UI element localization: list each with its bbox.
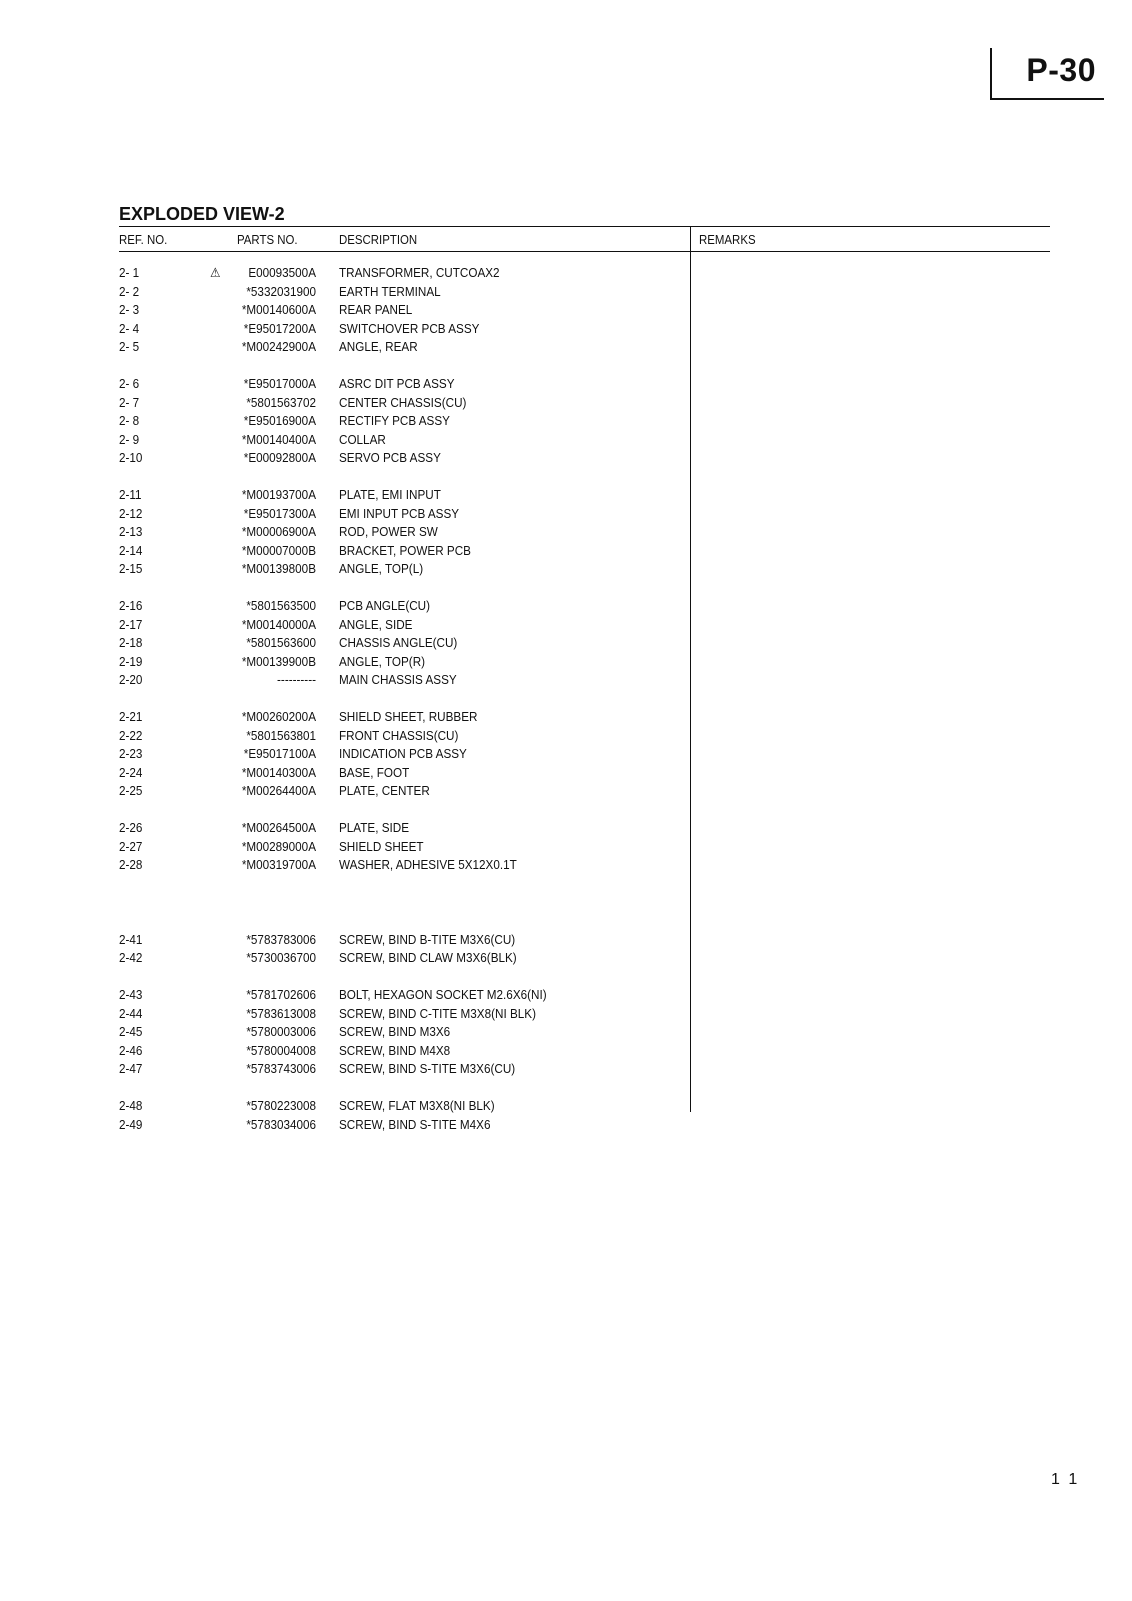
ref-no-cell: 2-13	[119, 524, 143, 540]
parts-no-cell: ----------	[277, 672, 316, 688]
parts-no-cell: *M00139900B	[241, 653, 316, 669]
description-cell: SCREW, BIND B-TITE M3X6(CU)	[339, 931, 516, 947]
description-cell: ROD, POWER SW	[339, 524, 438, 540]
description-cell: SCREW, BIND S-TITE M4X6	[339, 1116, 491, 1132]
ref-no-cell: 2-22	[119, 727, 143, 743]
description-cell: SCREW, BIND CLAW M3X6(BLK)	[339, 950, 517, 966]
ref-no-cell: 2- 9	[119, 431, 140, 447]
ref-no-cell: 2-47	[119, 1061, 143, 1077]
ref-no-cell: 2-24	[119, 764, 143, 780]
description-cell: FRONT CHASSIS(CU)	[339, 727, 459, 743]
ref-no-cell: 2- 6	[119, 376, 140, 391]
ref-no-cell: 2- 8	[119, 413, 140, 429]
remarks-divider	[690, 227, 691, 1112]
ref-no-cell: 2-15	[119, 561, 143, 577]
ref-no-cell: 2-14	[119, 542, 143, 558]
page-tag-box	[990, 48, 1104, 100]
parts-no-cell: *5332031900	[246, 283, 316, 299]
parts-no-cell: *5801563702	[246, 394, 316, 410]
parts-no-cell: *M00139800B	[241, 561, 316, 577]
description-cell: SCREW, BIND M4X8	[339, 1042, 451, 1058]
parts-no-cell: *E00092800A	[243, 450, 316, 466]
warning-triangle-icon: ⚠	[210, 265, 221, 280]
description-cell: RECTIFY PCB ASSY	[339, 413, 450, 429]
ref-no-cell: 2-18	[119, 635, 143, 651]
parts-no-cell: *5780003006	[246, 1024, 316, 1040]
parts-no-cell: *M00264400A	[241, 783, 316, 799]
ref-no-cell: 2-42	[119, 950, 143, 966]
ref-no-cell: 2- 5	[119, 339, 140, 355]
parts-no-cell: *E95017200A	[243, 320, 316, 336]
description-cell: ANGLE, TOP(R)	[339, 653, 426, 669]
header-ref-no: REF. NO.	[119, 232, 168, 247]
section-title: EXPLODED VIEW-2	[119, 204, 285, 224]
ref-no-cell: 2-11	[119, 487, 142, 502]
parts-no-cell: *M00140000A	[241, 616, 316, 632]
description-cell: ANGLE, REAR	[339, 339, 418, 355]
ref-no-cell: 2-10	[119, 450, 143, 466]
parts-no-cell: *5780004008	[246, 1042, 316, 1058]
description-cell: EMI INPUT PCB ASSY	[339, 505, 460, 521]
ref-no-cell: 2-43	[119, 987, 143, 1002]
ref-no-cell: 2-44	[119, 1005, 143, 1021]
description-cell: ASRC DIT PCB ASSY	[339, 376, 455, 391]
parts-no-cell: *M00006900A	[241, 524, 316, 540]
parts-no-cell: *5801563600	[246, 635, 316, 651]
description-cell: SHIELD SHEET, RUBBER	[339, 709, 478, 724]
description-cell: PLATE, SIDE	[339, 820, 410, 835]
description-cell: BOLT, HEXAGON SOCKET M2.6X6(NI)	[339, 987, 547, 1002]
parts-no-cell: *E95017300A	[243, 505, 316, 521]
header-bottom-rule	[119, 251, 1050, 252]
description-cell: ANGLE, SIDE	[339, 616, 413, 632]
parts-no-cell: *E95016900A	[243, 413, 316, 429]
parts-no-cell: *M00289000A	[241, 838, 316, 854]
parts-no-cell: *M00140600A	[241, 302, 316, 318]
page-tag: P-30	[1026, 52, 1096, 88]
ref-no-cell: 2-23	[119, 746, 143, 762]
ref-no-cell: 2-12	[119, 505, 143, 521]
ref-no-cell: 2-26	[119, 820, 143, 835]
description-cell: BASE, FOOT	[339, 764, 410, 780]
parts-no-cell: *M00242900A	[241, 339, 316, 355]
description-cell: MAIN CHASSIS ASSY	[339, 672, 457, 688]
ref-no-cell: 2- 3	[119, 302, 140, 318]
parts-no-cell: *5783034006	[246, 1116, 316, 1132]
parts-no-cell: *M00193700A	[241, 487, 316, 502]
ref-no-cell: 2- 4	[119, 320, 140, 336]
ref-no-cell: 2-48	[119, 1098, 143, 1113]
parts-no-cell: *5730036700	[246, 950, 316, 966]
ref-no-cell: 2-19	[119, 653, 143, 669]
parts-no-cell: *M00264500A	[241, 820, 316, 835]
ref-no-cell: 2-28	[119, 857, 143, 873]
ref-no-cell: 2-25	[119, 783, 143, 799]
ref-no-cell: 2-27	[119, 838, 143, 854]
description-cell: WASHER, ADHESIVE 5X12X0.1T	[339, 857, 517, 873]
ref-no-cell: 2-16	[119, 598, 143, 613]
ref-no-cell: 2-41	[119, 931, 143, 947]
description-cell: PLATE, EMI INPUT	[339, 487, 441, 502]
parts-no-cell: *M00007000B	[241, 542, 316, 558]
parts-no-cell: *M00260200A	[241, 709, 316, 724]
description-cell: SCREW, BIND S-TITE M3X6(CU)	[339, 1061, 516, 1077]
ref-no-cell: 2-21	[119, 709, 143, 724]
parts-no-cell: *E95017100A	[243, 746, 316, 762]
parts-no-cell: *5783783006	[246, 931, 316, 947]
parts-no-cell: *5801563801	[246, 727, 316, 743]
ref-no-cell: 2-49	[119, 1116, 143, 1132]
ref-no-cell: 2- 7	[119, 394, 140, 410]
ref-no-cell: 2-45	[119, 1024, 143, 1040]
description-cell: ANGLE, TOP(L)	[339, 561, 424, 577]
parts-no-cell: *E95017000A	[243, 376, 316, 391]
description-cell: SCREW, BIND M3X6	[339, 1024, 451, 1040]
parts-no-cell: *M00319700A	[241, 857, 316, 873]
ref-no-cell: 2- 2	[119, 283, 140, 299]
description-cell: BRACKET, POWER PCB	[339, 542, 471, 558]
header-description: DESCRIPTION	[339, 232, 418, 247]
description-cell: EARTH TERMINAL	[339, 283, 441, 299]
ref-no-cell: 2- 1	[119, 265, 140, 280]
description-cell: CHASSIS ANGLE(CU)	[339, 635, 458, 651]
description-cell: INDICATION PCB ASSY	[339, 746, 467, 762]
header-parts-no: PARTS NO.	[237, 232, 298, 247]
parts-no-cell: E00093500A	[248, 265, 316, 280]
description-cell: SCREW, BIND C-TITE M3X8(NI BLK)	[339, 1005, 536, 1021]
ref-no-cell: 2-20	[119, 672, 143, 688]
description-cell: PCB ANGLE(CU)	[339, 598, 431, 613]
parts-no-cell: *M00140400A	[241, 431, 316, 447]
parts-no-cell: *M00140300A	[241, 764, 316, 780]
ref-no-cell: 2-17	[119, 616, 143, 632]
ref-no-cell: 2-46	[119, 1042, 143, 1058]
parts-no-cell: *5801563500	[246, 598, 316, 613]
description-cell: CENTER CHASSIS(CU)	[339, 394, 467, 410]
description-cell: TRANSFORMER, CUTCOAX2	[339, 265, 500, 280]
parts-no-cell: *5783613008	[246, 1005, 316, 1021]
description-cell: REAR PANEL	[339, 302, 413, 318]
description-cell: COLLAR	[339, 431, 386, 447]
parts-no-cell: *5783743006	[246, 1061, 316, 1077]
header-remarks: REMARKS	[699, 232, 756, 247]
description-cell: SERVO PCB ASSY	[339, 450, 441, 466]
description-cell: SCREW, FLAT M3X8(NI BLK)	[339, 1098, 495, 1113]
page-number: 1 1	[1051, 1471, 1080, 1488]
description-cell: SWITCHOVER PCB ASSY	[339, 320, 480, 336]
description-cell: SHIELD SHEET	[339, 838, 424, 854]
parts-no-cell: *5780223008	[246, 1098, 316, 1113]
header-top-rule	[119, 226, 1050, 227]
description-cell: PLATE, CENTER	[339, 783, 430, 799]
parts-no-cell: *5781702606	[246, 987, 316, 1002]
